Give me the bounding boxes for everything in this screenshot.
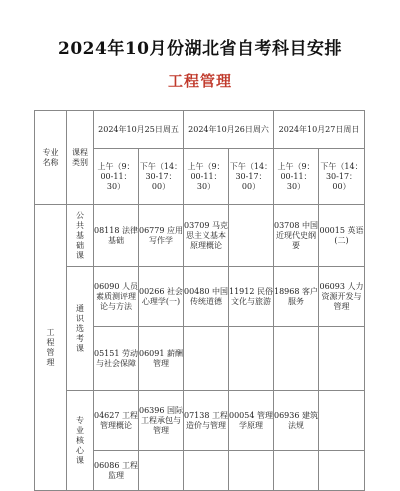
course-cell: 03708 中国近现代史纲要 [274, 205, 319, 267]
course-cell: 07138 工程造价与管理 [184, 391, 229, 451]
course-cell [319, 391, 365, 451]
course-cell [139, 451, 184, 491]
slot-pm-1: 下午（14：30-17：00） [139, 149, 184, 205]
course-cell [319, 327, 365, 391]
major-header: 专业名称 [35, 111, 67, 205]
table-row [35, 267, 365, 327]
course-cell [319, 451, 365, 491]
course-cell: 05151 劳动与社会保障 [94, 327, 139, 391]
category-general: 通识选考课 [67, 267, 94, 391]
course-cell: 06779 应用写作学 [139, 205, 184, 267]
course-cell: 18968 客户服务 [274, 267, 319, 327]
schedule-table [34, 110, 365, 491]
course-cell: 03709 马克思主义基本原理概论 [184, 205, 229, 267]
page-subtitle: 工程管理 [167, 72, 232, 90]
category-core: 专业核心课 [67, 391, 94, 491]
major-cell: 工程管理 [35, 205, 67, 491]
course-cell: 04627 工程管理概论 [94, 391, 139, 451]
course-cell: 06086 工程监理 [94, 451, 139, 491]
slot-pm-2: 下午（14：30-17：00） [229, 149, 274, 205]
course-cell: 06396 国际工程承包与管理 [139, 391, 184, 451]
course-cell [229, 327, 274, 391]
table-row [35, 205, 365, 267]
course-cell: 06936 建筑法规 [274, 391, 319, 451]
course-cell [274, 327, 319, 391]
page-title: 2024年10月份湖北省自考科目安排 [58, 39, 342, 59]
date-header-2: 2024年10月26日周六 [184, 111, 274, 149]
category-public: 公共基础课 [67, 205, 94, 267]
course-cell: 11912 民俗文化与旅游 [229, 267, 274, 327]
course-cell: 06093 人力资源开发与管理 [319, 267, 365, 327]
course-cell: 00054 管理学原理 [229, 391, 274, 451]
course-cell [229, 451, 274, 491]
course-cell [229, 205, 274, 267]
course-cell [184, 327, 229, 391]
table-row [35, 391, 365, 451]
slot-am-1: 上午（9：00-11：30） [94, 149, 139, 205]
slot-am-2: 上午（9：00-11：30） [184, 149, 229, 205]
slot-am-3: 上午（9：00-11：30） [274, 149, 319, 205]
course-cell [184, 451, 229, 491]
course-cell: 00266 社会心理学(一) [139, 267, 184, 327]
date-header-1: 2024年10月25日周五 [94, 111, 184, 149]
category-header: 课程类别 [67, 111, 94, 205]
course-cell: 06091 薪酬管理 [139, 327, 184, 391]
course-cell: 08118 法律基础 [94, 205, 139, 267]
course-cell: 06090 人员素质测评理论与方法 [94, 267, 139, 327]
slot-pm-3: 下午（14：30-17：00） [319, 149, 365, 205]
course-cell: 00015 英语(二) [319, 205, 365, 267]
date-header-row [35, 111, 365, 149]
date-header-3: 2024年10月27日周日 [274, 111, 365, 149]
course-cell [274, 451, 319, 491]
course-cell: 00480 中国传统道德 [184, 267, 229, 327]
